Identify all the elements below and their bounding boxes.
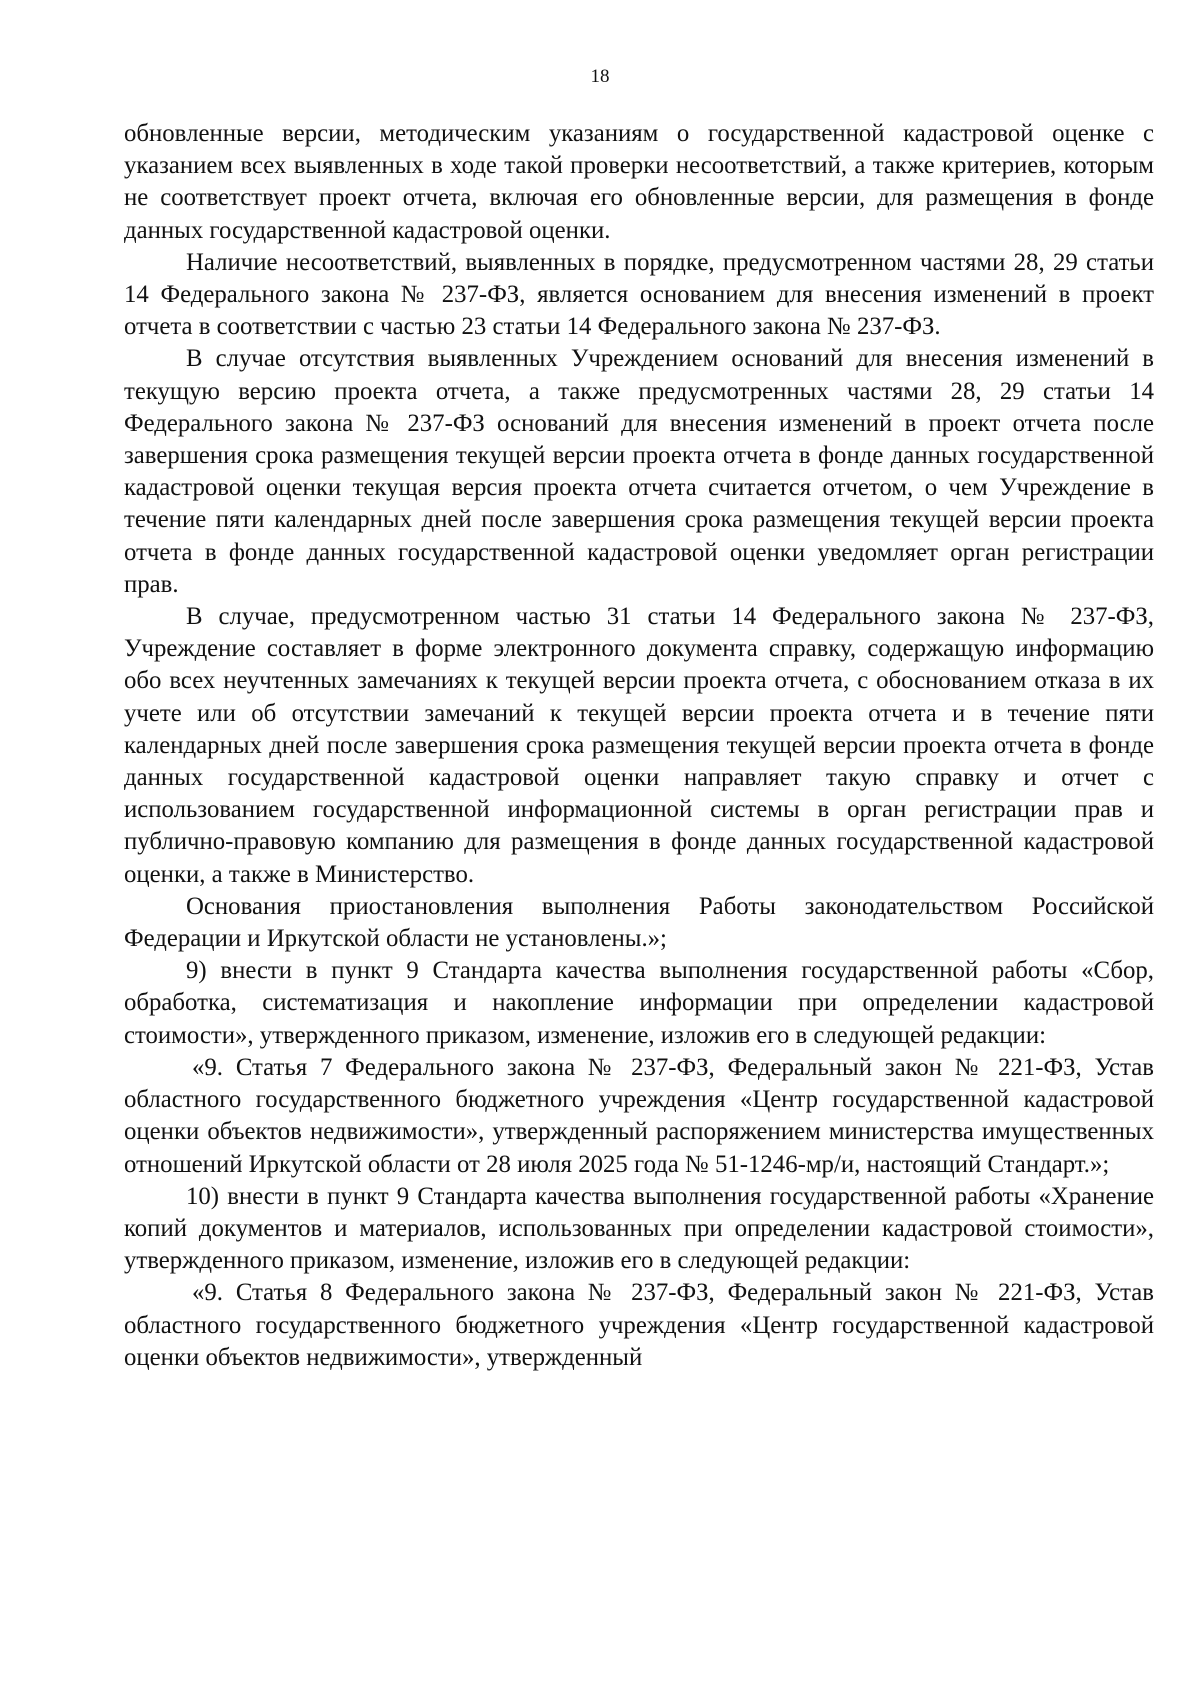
quoted-paragraph: «9. Статья 8 Федерального закона № 237-ФЗ, Федеральный закон № 221-ФЗ, Устав областного государственного бюджетного учреждения «Центр государственной кадастровой оценки объектов недвижимости», утвержденный bbox=[124, 1279, 1154, 1371]
list-item: 10) внести в пункт 9 Стандарта качества выполнения государственной работы «Хранение копий документов и материалов, использованных при определении кадастровой стоимости», утвержденного приказом, изменение, изложив его в следующей редакции: bbox=[124, 1182, 1154, 1275]
page-number: 18 bbox=[590, 66, 610, 87]
document-body bbox=[124, 118, 1154, 1374]
quoted-paragraph: «9. Статья 7 Федерального закона № 237-ФЗ, Федеральный закон № 221-ФЗ, Устав областного государственного бюджетного учреждения «Центр государственной кадастровой оценки объектов недвижимости», утвержденный распоряжением министерства имущественных отношений Иркутской области от 28 июля 2025 года № 51-1246-мр/и, настоящий Стандарт.»; bbox=[124, 1053, 1154, 1178]
paragraph: Наличие несоответствий, выявленных в порядке, предусмотренном частями 28, 29 статьи 14 Федерального закона № 237-ФЗ, является основанием для внесения изменений в проект отчета в соответствии с частью 23 статьи 14 Федерального закона № 237-ФЗ. bbox=[124, 248, 1154, 341]
paragraph: Основания приостановления выполнения Работы законодательством Российской Федерации и Иркутской области не установлены.»; bbox=[124, 892, 1154, 953]
paragraph: В случае, предусмотренном частью 31 статьи 14 Федерального закона № 237-ФЗ, Учреждение составляет в форме электронного документа справку, содержащую информацию обо всех неучтенных замечаниях к текущей версии проекта отчета, с обоснованием отказа в их учете или об отсутствии замечаний к текущей версии проекта отчета и в течение пяти календарных дней после завершения срока размещения текущей версии проекта отчета в фонде данных государственной кадастровой оценки направляет такую справку и отчет с использованием государственной информационной системы в орган регистрации прав и публично-правовую компанию для размещения в фонде данных государственной кадастровой оценки, а также в Министерство. bbox=[124, 603, 1154, 888]
paragraph: обновленные версии, методическим указаниям о государственной кадастровой оценке с указанием всех выявленных в ходе такой проверки несоответствий, а также критериев, которым не соответствует проект отчета, включая его обновленные версии, для размещения в фонде данных государственной кадастровой оценки. bbox=[124, 120, 1154, 244]
paragraph: В случае отсутствия выявленных Учреждением оснований для внесения изменений в текущую версию проекта отчета, а также предусмотренных частями 28, 29 статьи 14 Федерального закона № 237-ФЗ оснований для внесения изменений в проект отчета после завершения срока размещения текущей версии проекта отчета в фонде данных государственной кадастровой оценки текущая версия проекта отчета считается отчетом, о чем Учреждение в течение пяти календарных дней после завершения срока размещения текущей версии проекта отчета в фонде данных государственной кадастровой оценки уведомляет орган регистрации прав. bbox=[124, 345, 1154, 598]
list-item: 9) внести в пункт 9 Стандарта качества выполнения государственной работы «Сбор, обработка, систематизация и накопление информации при определении кадастровой стоимости», утвержденного приказом, изменение, изложив его в следующей редакции: bbox=[124, 957, 1154, 1049]
